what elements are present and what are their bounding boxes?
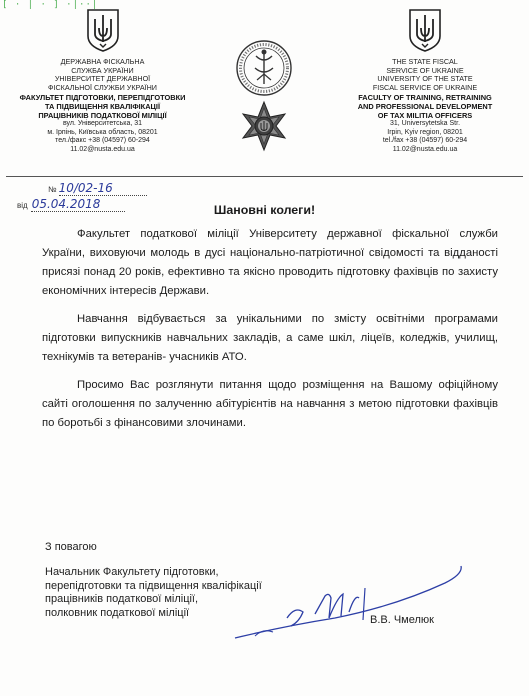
registration-number-prefix: №	[48, 185, 57, 194]
body-paragraph: Просимо Вас розглянути питання щодо розміщення на Вашому офіційному сайті оголошення по залученню абітурієнтів на навчання з метою підготовки фахівців по боротьбі з фінансовими злочинами.	[42, 379, 498, 429]
registration-number	[48, 181, 113, 195]
org-line: THE STATE FISCAL	[392, 57, 458, 66]
faculty-line: ПРАЦІВНИКІВ ПОДАТКОВОЇ МІЛІЦІЇ	[38, 110, 167, 120]
tax-militia-cross-icon	[243, 102, 285, 150]
faculty-line: OF TAX MILITIA OFFICERS	[377, 110, 473, 120]
faculty-line: FACULTY OF TRAINING, RETRAINING	[358, 93, 492, 103]
body-paragraph: Факультет податкової міліції Університету державної фіскальної служби України, виховуючи молодь в дусі національно-патріотичної свідомості та відданості присязі понад 20 років, ефективно та якісно проводить підготовку фахівців по захисту економічних інтересів Держави.	[42, 228, 498, 297]
registration-date-value: 05.04.2018	[31, 197, 101, 211]
org-line: FISCAL SERVICE OF UKRAINE	[372, 82, 478, 92]
letterhead-divider	[6, 176, 523, 177]
address-line: Irpin, Kyiv region, 08201	[387, 128, 463, 136]
org-line: УНІВЕРСИТЕТ ДЕРЖАВНОЇ	[54, 74, 151, 84]
signatory-title-line: полковник податкової міліції	[45, 606, 190, 619]
org-line: СЛУЖБА УКРАЇНИ	[71, 65, 134, 75]
faculty-line: AND PROFESSIONAL DEVELOPMENT	[357, 101, 493, 111]
closing-phrase: З повагою	[45, 541, 97, 553]
trident-emblem-icon	[86, 8, 120, 52]
signatory-title-line: перепідготовки та підвищення кваліфікації	[45, 579, 262, 592]
salutation: Шановні колеги!	[213, 203, 316, 217]
handwritten-signature	[225, 548, 475, 648]
scan-mark: [ · | · ] ·|··|	[2, 0, 99, 10]
org-line: UNIVERSITY OF THE STATE	[377, 74, 473, 84]
org-line: SERVICE OF UKRAINE	[386, 65, 464, 75]
address-line: 11.02@nusta.edu.ua	[70, 145, 135, 153]
address-line: м. Ірпінь, Київська область, 08201	[47, 128, 158, 136]
body-paragraph: Навчання відбувається за унікальними по змісту освітніми програмами підготовки випускників навчальних закладів, а саме шкіл, ліцеїв, коледжів, училищ, технікумів та ветеранів- учасників АТО.	[42, 313, 498, 363]
signatory-title-line: Начальник Факультету підготовки,	[45, 566, 219, 578]
address-line: вул. Університетська, 31	[62, 120, 143, 128]
registration-date-prefix: від	[17, 201, 28, 210]
letterhead	[0, 8, 529, 178]
signatory-title-line: працівників податкової міліції,	[45, 593, 199, 605]
faculty-line: ТА ПІДВИЩЕННЯ КВАЛІФІКАЦІЇ	[44, 101, 161, 111]
address-line: 31, Universytetska Str.	[389, 120, 461, 128]
registration-number-underline	[59, 195, 147, 196]
trident-emblem-icon	[408, 8, 442, 52]
address-line: tel./fax +38 (04597) 60-294	[382, 137, 468, 145]
letter-body	[42, 225, 498, 442]
org-line: ФІСКАЛЬНОЇ СЛУЖБИ УКРАЇНИ	[48, 82, 157, 92]
university-seal-icon	[207, 38, 322, 168]
address-line: 11.02@nusta.edu.ua	[392, 145, 458, 153]
org-line: ДЕРЖАВНА ФІСКАЛЬНА	[60, 57, 145, 66]
faculty-line: ФАКУЛЬТЕТ ПІДГОТОВКИ, ПЕРЕПІДГОТОВКИ	[19, 93, 186, 103]
letterhead-center-emblems	[207, 38, 322, 173]
registration-number-value: 10/02-16	[58, 181, 113, 195]
letterhead-right-english	[330, 8, 520, 155]
address-line: тел./факс +38 (04597) 60-294	[55, 137, 150, 145]
letterhead-left-ukrainian	[10, 8, 195, 155]
signatory-name: В.В. Чмелюк	[370, 614, 434, 626]
